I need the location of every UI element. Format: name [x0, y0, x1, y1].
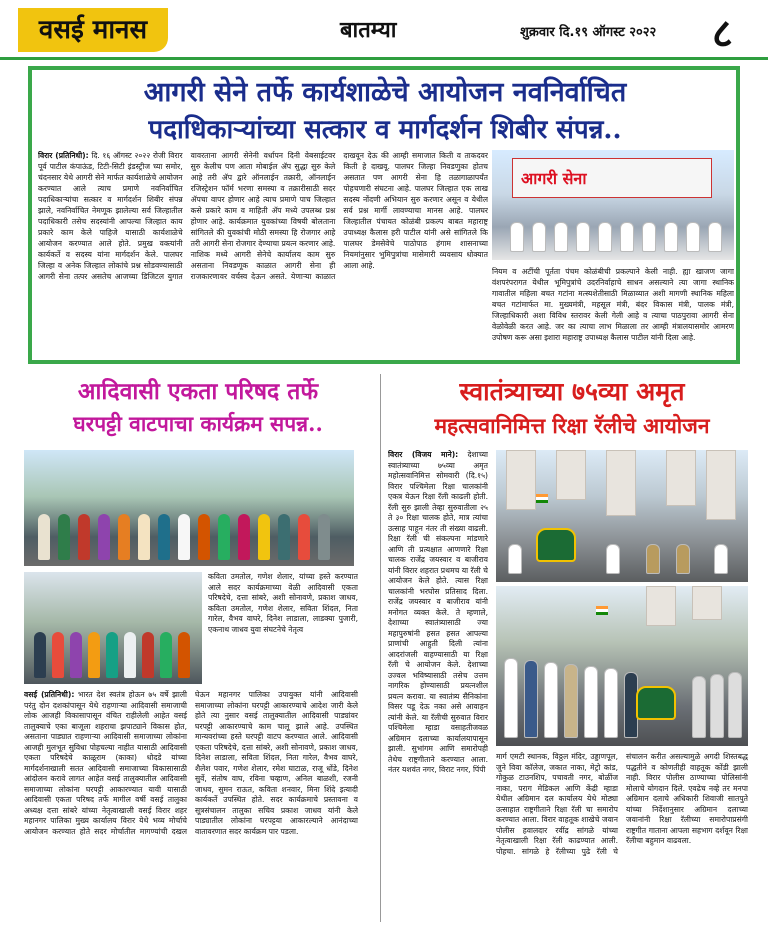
story-agri-sena	[28, 66, 740, 364]
building-shape	[706, 450, 736, 520]
story3-text: देशाच्या स्वातंत्र्याच्या ७५व्या अमृत महोत्सवानिमित्त सोमवारी (दि.१५) विरार पश्चिमेला रिक्षा चालकांनी एकत्र येऊन रिक्षा रॅली काढली होती. रॅली सुरु झाली तेव्हा सुरुवातीला २५ ते ३० रिक्षा चालक होते, मात्र त्यांचा उत्साह पाहून नंतर ती संख्या वाढली. रिक्षा रॅली ची संकल्पना मांडणारे आणि ती प्रत्यक्षात आणणारे रिक्षा चालक राजेंद्र जयस्वार व बाजीराव यांनी विरार शहरात प्रथमच या रॅली चे आयोजन केले होते. त्यास रिक्षा चालकांनी भरघोस प्रतिसाद दिला. राजेंद्र जयस्वार व बाजीराव यांनी मनोगत व्यक्त केले. ते म्हणाले, देशाच्या स्वातंत्र्यासाठी ज्या महापुरुषांनी हसत हसत आपल्या प्राणांची आहुती दिली त्यांना आदरांजली वाहण्यासाठी या रिक्षा रॅली चे आयोजन केले. देशाच्या उज्वल भविष्यासाठी तसेच उत्तम नागरिक होण्यासाठी प्रयत्नशील प्रयत्न करावा. या स्वातंत्र्य सैनिकांना विसर पडू देऊ नका असे आवाहन त्यांनी केले. या रॅलीची सुरुवात विरार पश्चिमेला म्हाडा वसाहतीजवळ अग्रिमान दलाच्या कार्यालयापासून झाली. सुभांगम आणि समारोपही तेथेच राष्ट्रगीताने करण्यात आला. नंतर यशवंत नगर, विराट नगर, पिंपी	[388, 450, 488, 774]
police-figure	[646, 544, 660, 574]
attendee-figure	[98, 514, 110, 560]
attendee-figure	[34, 632, 46, 678]
story2-text: भारत देश स्वतंत्र होऊन ७५ वर्षे झाली परंतु दोन दशकांपासून येथे राहणाऱ्या आदिवासी समाजाची लोक आजही विकासापासून वंचित राहीलेली आहेत वसई तालुक्याचे एका बाजूला शहराचा झपाट्याने विकास होत, असताना पाड्यात राहणाऱ्या आदिवासी समाजाच्या लोकांना आजही मुलभूत सुविधा पोहचल्या नाहीत यासाठी आदिवासी एकता परिषदेचे काळूराम (काका) धोदडे यांच्या मार्गदर्शनाखाली सतत आदिवासी समाजाच्या विकासासाठी आंदोलन करावे लागत आहेत वसई तालुक्यातील आदिवासी समाजाच्या लोकांना घरपट्टी आकारण्यात यावी यासाठी आदिवासी एकता परिषद तर्फे मागील वर्षी वसई तालुका अध्यक्ष दत्ता सांबरे यांच्या नेतृत्वाखाली वसई विरार शहर महानगर पालिका मुख्य कार्यालय विरार येथे भव्य मोर्चाचे आयोजन करण्यात होते सदर मोर्चातील मागण्यांची दखल घेऊन महानगर पालिका उपायुक्त यांनी आदिवासी समाजाच्या लोकांना घरपट्टी आकारण्याचे आदेश जारी केले होते त्या नुसार वसई तालुक्यातील आदिवासी पाड्यांवर घरपट्टी आकारण्याचे काम चालू झाले आहे. उपस्थित मान्यवरांच्या हस्ते घरपट्टी वाटप करण्यात आले. आदिवासी एकता परिषदेचे, दत्ता सांबरे, अशी सोनावणे, प्रकाश जाधव, दिनेश लाडाला, सविता शिंदल, निता गारेल, वैभव वाघरे, शैलेश पवार, गणेश शेलार, रमेश घाटाळ, राजू धोंडे, दिनेश सुर्वे, संतोष वाघ, रविना चव्हाण, अनिल बाळशी, रजनी जाधव, सुमन राऊत, कविता शनवार, मिना शिंदे इत्यादी कार्यकर्ते उपस्थित होते. सदर कार्यक्रमाचे प्रस्तावना व सूत्रसंचालन तालुका सचिव प्रकाश जाधव यांनी केले पाड्यातील लोकांना घरपट्टया आकारल्याने आनंदाच्या वातावरणात सदर कार्यक्रम पार पडला.	[24, 690, 358, 836]
story3-headline-line1: स्वातंत्र्याच्या ७५व्या अमृत	[459, 377, 685, 406]
story1-byline: विरार (प्रतिनिधी):	[38, 151, 89, 160]
attendee-figure	[218, 514, 230, 560]
attendee-figure	[604, 668, 618, 738]
story2-headline-line1: आदिवासी एकता परिषद तर्फे	[77, 378, 319, 405]
attendee-figure	[178, 632, 190, 678]
flag-icon	[536, 494, 548, 503]
attendee-figure	[78, 514, 90, 560]
column-divider	[380, 374, 381, 922]
police-figure	[692, 676, 706, 738]
attendee-figure	[142, 632, 154, 678]
section-title: बातम्या	[340, 17, 397, 43]
story2-side-text: कविता उमतोल, गणेश शेलार, यांच्या हस्ते करण्यात आले सदर कार्यक्रमाच्या वेळी आदिवासी एकता परिषदेचे, दत्ता सांबरे, अशी सोनावणे, प्रकाश जाधव, कविता उमतोल, गणेश शेलार, सविता शिंदल, निता गारेल, वैभव वाघरे, दिनेश लाडाला, लाडक्या पुजारी, एकनाथ जाधव युवा संघटनेचे नेतृत्व	[208, 572, 358, 634]
attendee-figure	[564, 664, 578, 738]
story3-first-column	[388, 450, 488, 920]
attendee-figure	[664, 222, 678, 252]
attendee-figure	[160, 632, 172, 678]
attendee-figure	[708, 222, 722, 252]
attendee-figure	[138, 514, 150, 560]
stage-banner	[512, 158, 712, 198]
attendee-figure	[508, 544, 522, 574]
building-shape	[556, 450, 586, 500]
attendee-figure	[298, 514, 310, 560]
attendee-figure	[544, 662, 558, 738]
building-shape	[646, 586, 676, 626]
attendee-figure	[238, 514, 250, 560]
story2-photo-second	[24, 572, 202, 684]
story2-photo-group	[24, 450, 354, 566]
attendee-figure	[38, 514, 50, 560]
attendee-figure	[278, 514, 290, 560]
attendee-figure	[106, 632, 118, 678]
building-shape	[606, 450, 636, 516]
story1-body-continued: नियम व अटींची पूर्तता पंचम कोळंबीची प्रकल्पाने केली नाही. ह्या खाजण जागा वंशपरंपरागत येथील भूमिपुत्रांचे उदरनिर्वाहाचे साधन असल्याने त्या जागा स्थानिक गावातील महिला बचत गटांना मत्स्यशेतीसाठी मिळाव्यात अशी मागणी स्थानिक महिला बचत गटांमार्फत मा. मुख्यमंत्री, महसूल मंत्री, बंदर विकास मंत्री, पालक मंत्री, जिल्हाधिकारी अशा विविध स्तरावर केली गेली आहे व त्याचा पाठपुरावा आगरी सेना वेळोवेळी करत आहे. जर का त्याचा लाभ मिळाला तर आम्ही मंत्रालयासमोर आमरण उपोषण करू असा इशारा महाराष्ट्र उपाध्यक्ष कैलास पाटील यांनी दिला आहे.	[492, 267, 734, 342]
attendee-figure	[88, 632, 100, 678]
flag-icon	[596, 606, 608, 615]
building-shape	[692, 586, 722, 620]
story1-headline-line1: आगरी सेने तर्फे कार्यशाळेचे आयोजन नवनिर्वाचित	[143, 77, 627, 108]
attendee-figure	[118, 514, 130, 560]
story3-body: मार्ग एमटी स्थानक, विठ्ठल मंदिर, उड्डाणपूल, जुने विवा कॉलेज, जकात नाका, मेट्रो कांड, गोकुळ टाउनशिप, पचावती नगर, बोळींज नाका, पराग मेडिकल आणि केंद्री म्हाडा येथील अग्रिमान दल कार्यालय येथे मोठ्या उत्साहात राष्ट्रगीताने रिक्षा रॅली चा समारोप करण्यात आला. विरार वाहतूक शाखेचे जवान पोलीस हवालदार रवींद्र सांगळे यांच्या नेतृत्वाखाली रिक्षा रॅली काढण्यात आली. पोहचा. सांगळे हे रॅलीच्या पुढे रॅली चे संचालन करीत असल्यामुळे अगदी शिस्तबद्ध पद्धतीने व कोणतीही वाहतूक कोंडी झाली नाही. विरार पोलीस ठाण्याच्या पोलिसांनी मोलाचे योगदान दिले. एवढेच नव्हे तर मनपा अग्रिमान दलाचे अधिकारी शिवाजी सातपुते यांच्या निर्देशानुसार अग्रिमान दलाच्या जवानांनी रिक्षा रॅलीच्या समारोपाप्रसंगी राष्ट्रगीत गाताना आपला सहभाग दर्शवून रिक्षा रॅलीचा बहुमान वाढवला.	[496, 752, 748, 856]
attendee-figure	[642, 222, 656, 252]
newspaper-name: वसई मानस	[18, 8, 168, 52]
attendee-figure	[620, 222, 634, 252]
attendee-figure	[70, 632, 82, 678]
attendee-figure	[158, 514, 170, 560]
attendee-figure	[532, 222, 546, 252]
masthead	[0, 0, 768, 60]
building-shape	[666, 450, 696, 506]
attendee-figure	[510, 222, 524, 252]
story1-body	[38, 150, 488, 358]
attendee-figure	[584, 666, 598, 738]
attendee-figure	[52, 632, 64, 678]
attendee-figure	[258, 514, 270, 560]
attendee-figure	[524, 660, 538, 738]
story3-byline: विरार (विजय माने):	[388, 450, 459, 459]
story2-headline-line2: घरपट्टी वाटपाचा कार्यक्रम सपन्न..	[73, 411, 323, 436]
rickshaw-shape	[636, 686, 676, 720]
attendee-figure	[606, 544, 620, 574]
police-figure	[710, 674, 724, 738]
story3-photo-crowd	[496, 586, 748, 746]
attendee-figure	[318, 514, 330, 560]
story1-headline-line2: पदाधिकाऱ्यांच्या सत्कार व मार्गदर्शन शिबीर संपन्न..	[148, 115, 622, 145]
police-figure	[676, 544, 690, 574]
issue-date: शुक्रवार दि.१९ ऑगस्ट २०२२	[520, 25, 657, 40]
story-riksha-rally	[386, 374, 758, 922]
banner-text: आगरी सेना	[521, 169, 587, 188]
attendee-figure	[124, 632, 136, 678]
attendee-figure	[598, 222, 612, 252]
story1-text: दि. १६ ऑगस्ट २०२२ रोजी विरार पूर्व पाटील कंपाऊंड, टिटी-सिटी इंडस्ट्रीज च्या समोर, चंदनसार येथे आगरी सेने मार्फत कार्यशाळेचे आयोजन करण्यात आले त्याच प्रमाणे नवनिर्वाचित पदाधिकाऱ्यांचा सत्कार व मार्गदर्शन शिबीर संपन्न झाले, नवनिर्वाचित नेमणूक झालेल्या सर्व जिल्हातील पदाधिकारी तसेच सदस्यांनी आपल्या जिल्हात काय प्रकारे काम केले पाहिजे यासाठी कार्यशाळेचे आयोजन करण्यात आले होते. प्रमुख वक्त्यांनी कार्यकर्ते व सदस्य यांना मार्गदर्शन केले. पालघर जिल्हा व अनेक जिल्हात लोकांचे प्रश्न सोडवण्यासाठी आगरी सेना तत्पर असतेच आजच्या डिजिटल युगात वावरताना आगरी सेनेनी वर्धापन दिनी वेबसाईटवर सुरु केलीच पण आता मोबाईल ॲप सुद्धा सुरु केले आहे तरी ॲप द्वारे ऑनलाईन तक्रारी, ऑनलाईन रजिस्ट्रेशन फॉर्म भरणा समस्या व तक्रारीसाठी सदर ॲपचा वापर होणार आहे त्याच प्रमाणे पाच जिल्हात कसे प्रकारे काम व माहिती ॲप मध्ये उपलब्ध प्रश्न होणार आहे. कार्यक्रमात युवकांच्या विषयी बोलताना सांगितले की युवकांची मोठी समस्या हि रोजगार आहे तरी आगरी सेना रोजगार देण्याचा प्रयत्न करणार आहे. नाशिक मध्ये आगरी सेनेचे कार्यालय काम सुरु असताना निवडणूक काळात आगरी सेना ही राजकारणावर वर्चस्व देऊन असते. येणाऱ्या काळात दाखवून देऊ की आम्ही समाजात किती व ताकदवर किती हे दाखवू. पालघर जिल्हा निवडणुका होतच असतात पण आगरी सेना हि तळागाळापर्यंत पोहचणारी संघटना आहे. पालघर जिल्हात एक लाख सदस्य नोंदणी अभियान सुरु करणार असून व येथील सर्व प्रश्न मार्गी लावण्याचा मानस आहे. पालघर जिल्हातील पंचायत कोळंबी प्रकल्प बाबत महाराष्ट्र उपाध्यक्ष कैलास हरी पाटील यांनी असे सांगितले कि पालघर डेमसेवेचे पाठोपाठ हंगाम शासनाच्या नियमांनुसार भुमिपुत्रांचा मासेमारी व्यवसाय धोक्यात आला आहे.	[38, 151, 488, 281]
story-adivasi-ekta	[20, 374, 376, 922]
attendee-figure	[198, 514, 210, 560]
attendee-figure	[576, 222, 590, 252]
attendee-figure	[714, 544, 728, 574]
attendee-figure	[554, 222, 568, 252]
story3-photo-rickshaw	[496, 450, 748, 582]
attendee-figure	[58, 514, 70, 560]
rickshaw-shape	[536, 528, 576, 562]
story1-photo	[492, 150, 734, 260]
attendee-figure	[504, 658, 518, 738]
story2-byline: वसई (प्रतिनिधी):	[24, 690, 75, 699]
police-figure	[728, 672, 742, 738]
attendee-figure	[178, 514, 190, 560]
story3-headline-line2: महत्सवानिमित्त रिक्षा रॅलीचे आयोजन	[434, 413, 710, 438]
page-number: ८	[712, 10, 733, 57]
story2-body	[24, 690, 358, 920]
attendee-figure	[686, 222, 700, 252]
building-shape	[506, 450, 536, 510]
